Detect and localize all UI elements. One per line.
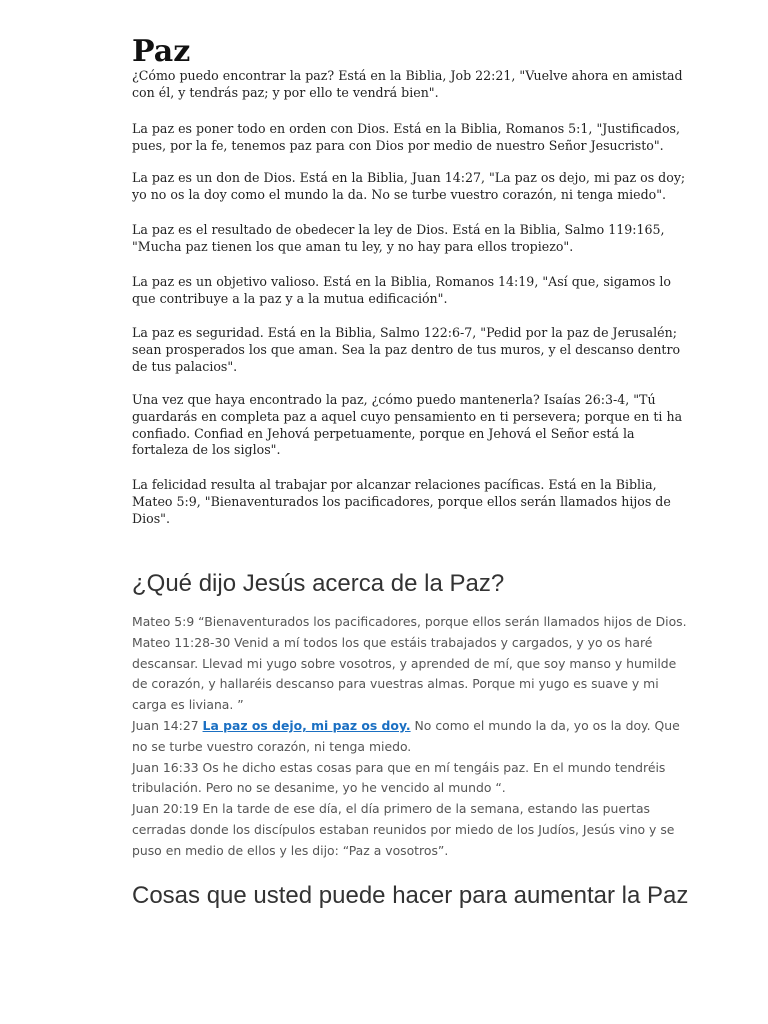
paragraph-text: Una vez que haya encontrado la paz, ¿cómo puedo mantenerla? Isaías 26:3-4, "Tú guardarás en completa paz a aquel cuyo pensamiento en ti persevera; porque en ti ha confiado. Confiad en Jehová perpetuamente, porque en Jehová el Señor está la fortaleza de los siglos". — [132, 392, 683, 458]
verse-mateo-5-9: Mateo 5:9 “Bienaventurados los pacificadores, porque ellos serán llamados hijos de Dios. — [132, 614, 687, 629]
verse-mateo-11-28: Mateo 11:28-30 Venid a mí todos los que estáis trabajados y cargados, y yo os haré descansar. Llevad mi yugo sobre vosotros, y aprended de mí, que soy manso y humilde de corazón, y hallaréis descanso para vuestras almas. Porque mi yugo es suave y mi carga es liviana. ” — [132, 634, 677, 713]
paragraph-5 — [132, 274, 694, 308]
section-heading-aumentar: Cosas que usted puede hacer para aumentar la Paz — [132, 882, 689, 909]
paragraph-text: La paz es el resultado de obedecer la ley de Dios. Está en la Biblia, Salmo 119:165, "Mucha paz tienen los que aman tu ley, y no hay para ellos tropiezo". — [132, 222, 665, 254]
paragraph-text: La paz es seguridad. Está en la Biblia, Salmo 122:6-7, "Pedid por la paz de Jerusalén; sean prosperados los que aman. Sea la paz dentro de tus muros, y el descanso dentro de tus palacios". — [132, 325, 681, 374]
page-title: Paz — [132, 34, 191, 69]
paragraph-7 — [132, 392, 694, 459]
paragraph-3 — [132, 170, 694, 204]
paragraph-1 — [132, 68, 694, 102]
paragraph-text: La felicidad resulta al trabajar por alcanzar relaciones pacíficas. Está en la Biblia, Mateo 5:9, "Bienaventurados los pacificadores, porque ellos serán llamados hijos de Dios". — [132, 477, 671, 526]
paragraph-text: La paz es un objetivo valioso. Está en la Biblia, Romanos 14:19, "Así que, sigamos lo que contribuye a la paz y a la mutua edificación". — [132, 274, 672, 306]
section-heading-jesus: ¿Qué dijo Jesús acerca de la Paz? — [132, 570, 505, 597]
verse-rest: No como el mundo la da, yo os la doy. Que no se turbe vuestro corazón, ni tenga miedo. — [132, 717, 680, 754]
paragraph-text: La paz es poner todo en orden con Dios. Está en la Biblia, Romanos 5:1, "Justificados, pues, por la fe, tenemos paz para con Dios por medio de nuestro Señor Jesucristo". — [132, 121, 681, 153]
verse-juan-14-27 — [132, 716, 692, 758]
verse-link[interactable]: La paz os dejo, mi paz os doy. — [202, 717, 411, 733]
paragraph-2 — [132, 121, 694, 155]
paragraph-8 — [132, 477, 694, 527]
verse-juan-16-33: Juan 16:33 Os he dicho estas cosas para que en mí tengáis paz. En el mundo tendréis tribulación. Pero no se desanime, yo he vencido al mundo “. — [132, 759, 666, 796]
paragraph-text: La paz es un don de Dios. Está en la Biblia, Juan 14:27, "La paz os dejo, mi paz os doy; yo no os la doy como el mundo la da. No se turbe vuestro corazón, ni tenga miedo". — [132, 170, 686, 202]
paragraph-4 — [132, 222, 694, 256]
paragraph-text: ¿Cómo puedo encontrar la paz? Está en la Biblia, Job 22:21, "Vuelve ahora en amistad con él, y tendrás paz; y por ello te vendrá bien". — [132, 68, 683, 100]
paragraph-6 — [132, 325, 694, 375]
verse-juan-20-19: Juan 20:19 En la tarde de ese día, el día primero de la semana, estando las puertas cerradas donde los discípulos estaban reunidos por miedo de los Judíos, Jesús vino y se puso en medio de ellos y les dijo: “Paz a vosotros”. — [132, 801, 675, 858]
verse-ref: Juan 14:27 — [132, 717, 203, 733]
verse-list — [132, 612, 692, 862]
